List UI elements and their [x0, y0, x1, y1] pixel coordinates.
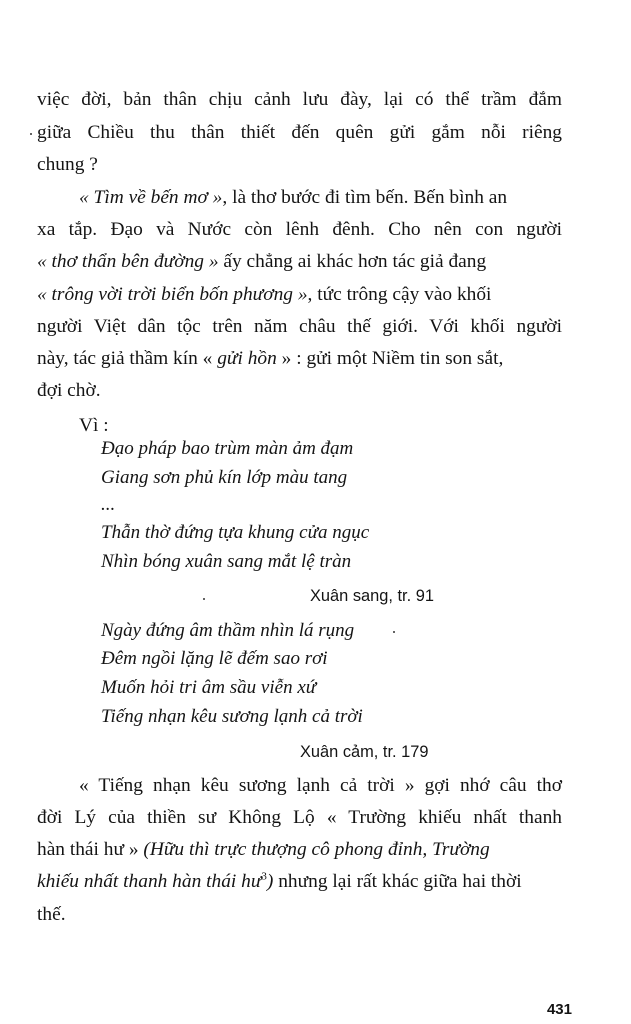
poem-1-line-5: Nhìn bóng xuân sang mắt lệ tràn	[101, 551, 352, 572]
paragraph-2-line-7: đợi chờ.	[37, 380, 101, 401]
scan-speck	[393, 631, 395, 633]
paragraph-2-line-2: xa tắp. Đạo và Nước còn lênh đênh. Cho nên con người	[37, 219, 562, 240]
paragraph-2-line-6: này, tác giả thầm kín « gửi hồn » : gửi một Niềm tin son sắt,	[37, 348, 504, 369]
poem-2-line-2: Đêm ngồi lặng lẽ đếm sao rơi	[101, 648, 328, 669]
poem-1-ellipsis: ...	[101, 494, 116, 515]
paragraph-3-line-3: hàn thái hư » (Hữu thì trực thượng cô phong đỉnh, Trường	[37, 839, 490, 860]
paragraph-2-line-3: « thơ thẩn bên đường » ấy chẳng ai khác hơn tác giả đang	[37, 251, 487, 272]
poem-2-line-1: Ngày đứng âm thầm nhìn lá rụng	[101, 620, 355, 641]
quoted-verse: (Hữu thì trực thượng cô phong đỉnh, Trường	[143, 839, 490, 860]
paragraph-1-line-2: giữa Chiều thu thân thiết đến quên gửi gắm nỗi riêng	[37, 122, 562, 143]
paragraph-2-line-1: « Tìm về bến mơ », là thơ bước đi tìm bến. Bến bình an	[79, 187, 508, 208]
poem-1-line-2: Giang sơn phủ kín lớp màu tang	[101, 467, 348, 488]
poem-1-line-4: Thẫn thờ đứng tựa khung cửa ngục	[101, 522, 370, 543]
quoted-title: « Tìm về bến mơ »	[79, 187, 223, 208]
page-number: 431	[546, 1001, 572, 1018]
paragraph-3-line-1: « Tiếng nhạn kêu sương lạnh cả trời » gợi nhớ câu thơ	[79, 775, 562, 796]
paragraph-2-line-5: người Việt dân tộc trên năm châu thế giới. Với khối người	[37, 316, 562, 337]
poem-1-line-1: Đạo pháp bao trùm màn ảm đạm	[101, 438, 354, 459]
footnote-ref: 3	[261, 870, 267, 883]
quoted-phrase: gửi hồn	[217, 348, 277, 369]
paragraph-2-line-4: « trông vời trời biển bốn phương », tức trông cậy vào khối	[37, 284, 492, 305]
scan-speck	[203, 598, 205, 600]
quoted-phrase: « trông vời trời biển bốn phương »	[37, 284, 308, 305]
quoted-phrase: « thơ thẩn bên đường »	[37, 251, 219, 272]
paragraph-1-line-1: việc đời, bản thân chịu cảnh lưu đày, lại có thể trầm đắm	[37, 89, 562, 110]
paragraph-1-line-3: chung ?	[37, 154, 98, 175]
paragraph-3-line-2: đời Lý của thiền sư Không Lộ « Trường khiếu nhất thanh	[37, 807, 562, 828]
vi-label: Vì :	[79, 415, 109, 436]
poem-2-line-3: Muốn hỏi tri âm sầu viễn xứ	[101, 677, 317, 698]
quoted-verse: khiếu nhất thanh hàn thái hư	[37, 871, 262, 892]
poem-1-citation: Xuân sang, tr. 91	[310, 587, 434, 605]
paragraph-3-line-5: thế.	[37, 904, 66, 925]
paragraph-3-line-4: khiếu nhất thanh hàn thái $hư^3$) nhưng lại rất khác giữa hai thời	[37, 870, 522, 892]
scan-speck	[30, 133, 32, 135]
poem-2-line-4: Tiếng nhạn kêu sương lạnh cả trời	[101, 706, 363, 727]
poem-2-citation: Xuân cảm, tr. 179	[300, 743, 429, 761]
